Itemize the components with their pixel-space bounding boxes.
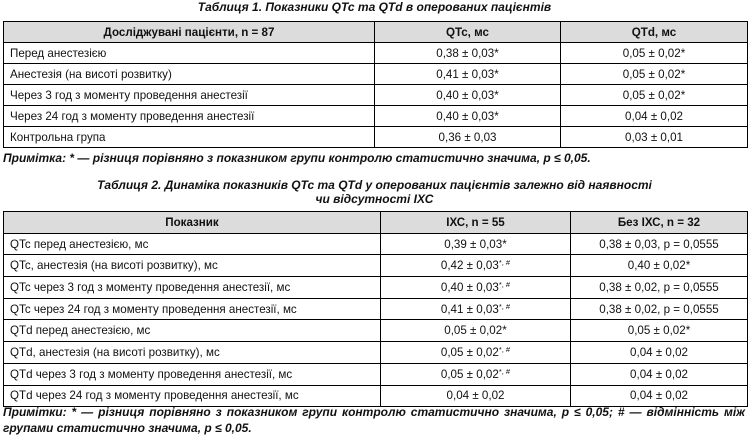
table-row	[4, 255, 748, 277]
table2-header-no-ihs: Без ІХС, n = 32	[571, 212, 748, 234]
qtc-value: 0,40 ± 0,03*	[375, 106, 561, 127]
table1-header-row	[4, 22, 748, 43]
row-label: Контрольна група	[4, 127, 375, 148]
ihs-value	[381, 320, 571, 342]
row-label: QTc через 24 год з моменту проведення анестезії, мс	[4, 298, 381, 320]
ihs-value	[381, 342, 571, 364]
no-ihs-value: 0,04 ± 0,02	[571, 342, 748, 364]
qtc-value: 0,38 ± 0,03*	[375, 43, 561, 64]
qtd-value: 0,05 ± 0,02*	[561, 43, 748, 64]
table2-header-ihs: ІХС, n = 55	[381, 212, 571, 234]
no-ihs-value: 0,04 ± 0,02	[571, 363, 748, 385]
table-row	[4, 127, 748, 148]
no-ihs-value: 0,38 ± 0,02, р = 0,0555	[571, 298, 748, 320]
table1	[3, 21, 748, 148]
ihs-value	[381, 255, 571, 277]
row-label: QTc перед анестезією, мс	[4, 233, 381, 255]
table2	[3, 211, 748, 407]
ihs-value-text: 0,39 ± 0,03*	[444, 237, 507, 251]
ihs-value	[381, 277, 571, 299]
table-row	[4, 106, 748, 127]
row-label: QTd через 24 год з моменту проведення анестезії, мс	[4, 385, 381, 407]
ihs-value-text: 0,05 ± 0,02	[440, 345, 499, 359]
table-row	[4, 43, 748, 64]
table-row	[4, 363, 748, 385]
table2-header-row	[4, 212, 748, 234]
ihs-value-marker: *, #	[498, 258, 511, 268]
table-row	[4, 64, 748, 85]
ihs-value	[381, 233, 571, 255]
table2-caption-line2: чи відсутності ІХС	[315, 192, 434, 206]
ihs-value-text: 0,42 ± 0,03	[440, 259, 499, 273]
row-label: QTd перед анестезією, мс	[4, 320, 381, 342]
no-ihs-value: 0,05 ± 0,02*	[571, 320, 748, 342]
no-ihs-value: 0,04 ± 0,02	[571, 385, 748, 407]
qtd-value: 0,03 ± 0,01	[561, 127, 748, 148]
row-label: Перед анестезією	[4, 43, 375, 64]
table1-header-patients: Досліджувані пацієнти, n = 87	[4, 22, 375, 43]
qtd-value: 0,05 ± 0,02*	[561, 64, 748, 85]
qtd-value: 0,05 ± 0,02*	[561, 85, 748, 106]
no-ihs-value: 0,38 ± 0,02, р = 0,0555	[571, 277, 748, 299]
row-label: Анестезія (на висоті розвитку)	[4, 64, 375, 85]
ihs-value-text: 0,41 ± 0,03	[440, 302, 499, 316]
no-ihs-value: 0,38 ± 0,03, р = 0,0555	[571, 233, 748, 255]
ihs-value-marker: *, #	[498, 344, 511, 354]
ihs-value-text: 0,05 ± 0,02*	[444, 324, 507, 338]
ihs-value-text: 0,40 ± 0,03	[440, 280, 499, 294]
table-row	[4, 342, 748, 364]
row-label: Через 24 год з моменту проведення анестезії	[4, 106, 375, 127]
table1-note: Примітка: * — різниця порівняно з показником групи контролю статистично значима, р ≤ 0,05.	[3, 151, 591, 165]
ihs-value-marker: *, #	[498, 366, 511, 376]
ihs-value-text: 0,05 ± 0,02	[440, 367, 499, 381]
ihs-value-marker: *, #	[498, 279, 511, 289]
row-label: QTd, анестезія (на висоті розвитку), мс	[4, 342, 381, 364]
qtc-value: 0,40 ± 0,03*	[375, 85, 561, 106]
table2-note: Примітки: * — різниця порівняно з показником групи контролю статистично значима, р ≤ 0,05; # — відмінність між групами статистично значима, р ≤ 0,05.	[3, 405, 745, 435]
row-label: QTc через 3 год з моменту проведення анестезії, мс	[4, 277, 381, 299]
qtc-value: 0,41 ± 0,03*	[375, 64, 561, 85]
qtd-value: 0,04 ± 0,02	[561, 106, 748, 127]
table-row	[4, 85, 748, 106]
table1-header-qtc: QTc, мс	[375, 22, 561, 43]
table-row	[4, 277, 748, 299]
row-label: QTc, анестезія (на висоті розвитку), мс	[4, 255, 381, 277]
ihs-value-text: 0,04 ± 0,02	[446, 389, 505, 403]
table2-header-indicator: Показник	[4, 212, 381, 234]
table1-header-qtd: QTd, мс	[561, 22, 748, 43]
table-row	[4, 320, 748, 342]
table-row	[4, 233, 748, 255]
ihs-value	[381, 298, 571, 320]
table2-caption	[0, 178, 749, 206]
qtc-value: 0,36 ± 0,03	[375, 127, 561, 148]
ihs-value	[381, 363, 571, 385]
row-label: Через 3 год з моменту проведення анестезії	[4, 85, 375, 106]
table-row	[4, 298, 748, 320]
no-ihs-value: 0,40 ± 0,02*	[571, 255, 748, 277]
table1-caption: Таблиця 1. Показники QTc та QTd в оперованих пацієнтів	[197, 0, 552, 14]
table2-caption-line1: Таблиця 2. Динаміка показників QTc та QTd у оперованих пацієнтів залежно від наявності	[97, 178, 652, 192]
ihs-value-marker: *, #	[498, 301, 511, 311]
row-label: QTd через 3 год з моменту проведення анестезії, мс	[4, 363, 381, 385]
